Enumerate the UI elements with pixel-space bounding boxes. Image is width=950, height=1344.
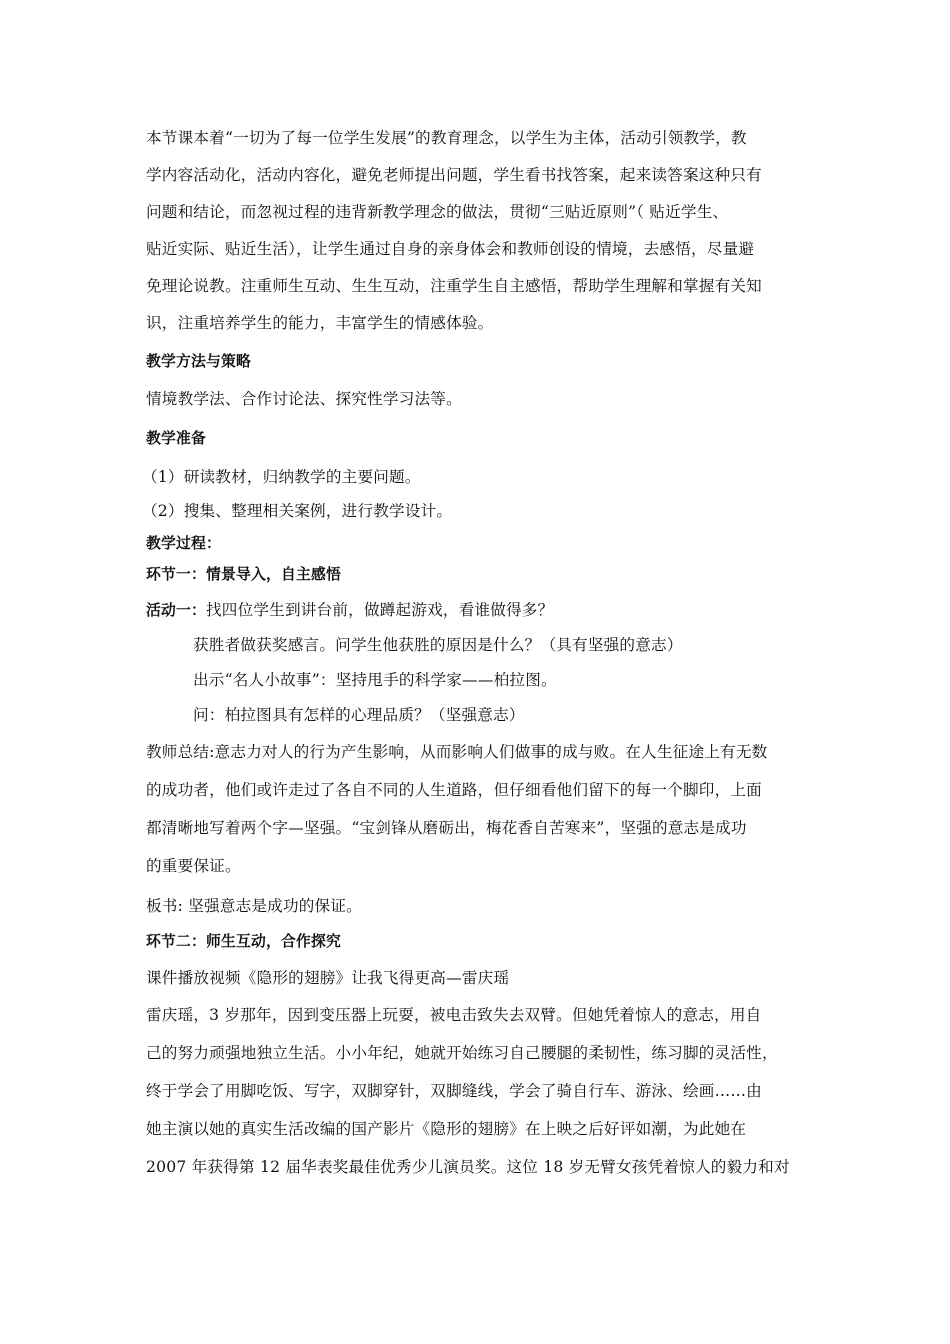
story-line: 雷庆瑶，3 岁那年，因到变压器上玩耍，被电击致失去双臂。但她凭着惊人的意志，用自 bbox=[146, 1006, 762, 1024]
activity-text: 找四位学生到讲台前，做蹲起游戏，看谁做得多？ bbox=[206, 601, 554, 619]
prep-item: （1）研读教材，归纳教学的主要问题。 bbox=[142, 468, 421, 486]
sub-line: 获胜者做获奖感言。问学生他获胜的原因是什么？（具有坚强的意志） bbox=[193, 636, 683, 654]
sub-line: 问：柏拉图具有怎样的心理品质？（坚强意志） bbox=[193, 706, 525, 724]
section2-heading: 环节二：师生互动，合作探究 bbox=[146, 933, 341, 950]
process-heading: 教学过程： bbox=[146, 535, 221, 552]
story-line: 2007 年获得第 12 届华表奖最佳优秀少儿演员奖。这位 18 岁无臂女孩凭着惊人的毅力和对 bbox=[146, 1158, 790, 1176]
section1-heading: 环节一：情景导入，自主感悟 bbox=[146, 566, 341, 583]
intro-line: 学内容活动化，活动内容化，避免老师提出问题，学生看书找答案，起来读答案这种只有 bbox=[146, 166, 762, 184]
summary-line: 的重要保证。 bbox=[146, 857, 241, 875]
board-note: 板书: 坚强意志是成功的保证。 bbox=[146, 897, 362, 915]
methods-heading: 教学方法与策略 bbox=[146, 353, 251, 370]
prep-heading: 教学准备 bbox=[146, 430, 206, 447]
activity-line bbox=[146, 600, 553, 621]
prep-item: （2）搜集、整理相关案例，进行教学设计。 bbox=[142, 502, 453, 520]
intro-line: 识，注重培养学生的能力，丰富学生的情感体验。 bbox=[146, 314, 494, 332]
intro-line: 本节课本着“一切为了每一位学生发展”的教育理念，以学生为主体，活动引领教学，教 bbox=[146, 129, 747, 147]
intro-line: 贴近实际、贴近生活），让学生通过自身的亲身体会和教师创设的情境，去感悟，尽量避 bbox=[146, 240, 755, 258]
story-line: 终于学会了用脚吃饭、写字，双脚穿针，双脚缝线，学会了骑自行车、游泳、绘画……由 bbox=[146, 1082, 762, 1100]
summary-line: 教师总结:意志力对人的行为产生影响，从而影响人们做事的成与败。在人生征途上有无数 bbox=[146, 743, 768, 761]
story-line: 己的努力顽强地独立生活。小小年纪，她就开始练习自己腰腿的柔韧性，练习脚的灵活性， bbox=[146, 1044, 778, 1062]
video-line: 课件播放视频《隐形的翅膀》让我飞得更高—雷庆瑶 bbox=[146, 969, 510, 987]
summary-line: 都清晰地写着两个字—坚强。“宝剑锋从磨砺出，梅花香自苦寒来”，坚强的意志是成功 bbox=[146, 819, 747, 837]
summary-line: 的成功者，他们或许走过了各自不同的人生道路，但仔细看他们留下的每一个脚印，上面 bbox=[146, 781, 762, 799]
intro-line: 问题和结论，而忽视过程的违背新教学理念的做法，贯彻“三贴近原则”（ 贴近学生、 bbox=[146, 203, 729, 221]
intro-line: 免理论说教。注重师生互动、生生互动，注重学生自主感悟，帮助学生理解和掌握有关知 bbox=[146, 277, 762, 295]
sub-line: 出示“名人小故事”：坚持甩手的科学家——柏拉图。 bbox=[193, 671, 557, 689]
story-line: 她主演以她的真实生活改编的国产影片《隐形的翅膀》在上映之后好评如潮，为此她在 bbox=[146, 1120, 747, 1138]
methods-text: 情境教学法、合作讨论法、探究性学习法等。 bbox=[146, 390, 462, 408]
activity-label: 活动一： bbox=[146, 602, 206, 619]
